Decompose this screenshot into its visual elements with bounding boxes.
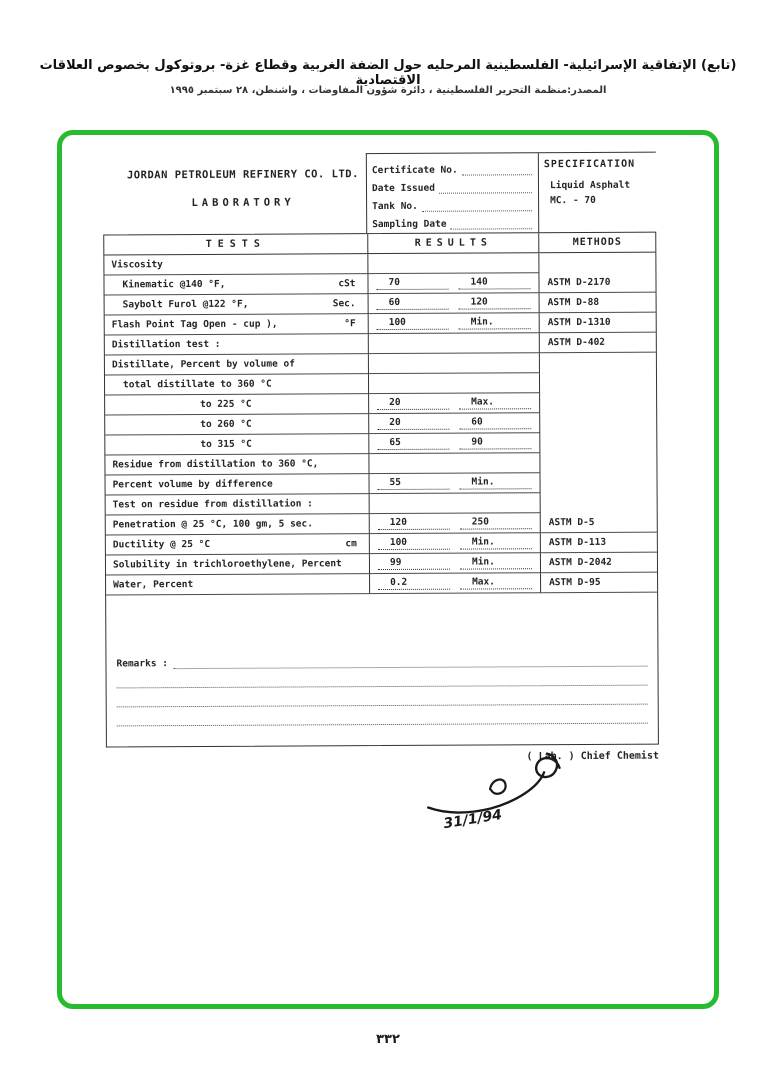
result-max: 60 [459, 416, 531, 429]
tank-no-label: Tank No. [372, 200, 418, 213]
test-label: Residue from distillation to 360 °C, [112, 458, 319, 471]
test-label: to 225 °C [200, 398, 252, 410]
result-max: Max. [460, 576, 532, 589]
test-unit: Sec. [332, 298, 356, 310]
specification-title: SPECIFICATION [543, 158, 636, 171]
result-min: 70 [376, 277, 448, 290]
method-cell: ASTM D-5 [541, 513, 657, 534]
method-cell [540, 433, 656, 454]
method-cell: ASTM D-88 [540, 293, 656, 314]
result-min: 55 [378, 477, 450, 490]
method-cell [540, 353, 656, 374]
method-cell [540, 453, 656, 474]
method-cell: ASTM D-2170 [539, 273, 655, 294]
methods-column-header: METHODS [572, 236, 622, 249]
method-cell [541, 493, 657, 514]
company-header [125, 168, 361, 209]
remarks-blank-line [174, 654, 648, 669]
method-cell: ASTM D-95 [541, 573, 657, 594]
remarks-blank-line [117, 705, 648, 727]
result-max: Min. [460, 556, 532, 569]
test-label: Saybolt Furol @122 °F, [122, 298, 249, 311]
result-min: 99 [378, 557, 450, 570]
test-label: Test on residue from distillation : [112, 498, 313, 511]
tank-no-field [372, 193, 532, 212]
test-unit: cSt [338, 278, 356, 290]
result-max: 250 [460, 516, 532, 529]
method-cell: ASTM D-1310 [540, 313, 656, 334]
lab-certificate-form [55, 128, 722, 1010]
specification-box [539, 153, 656, 233]
scanned-form [57, 130, 719, 1009]
tests-column-header: TESTS [205, 238, 266, 250]
method-cell [539, 253, 655, 274]
document-source-arabic: المصدر:منظمة التحرير الفلسطينية ، دائرة شؤون المفاوضات ، واشنطن، ٢٨ سبتمبر ١٩٩٥ [169, 85, 607, 96]
remarks-label: Remarks : [116, 658, 169, 670]
result-min: 60 [377, 297, 449, 310]
result-max: 120 [459, 296, 531, 309]
table-row [106, 573, 657, 596]
test-label: Flash Point Tag Open - cup ), [111, 318, 278, 331]
date-issued-label: Date Issued [371, 182, 435, 195]
test-label: Distillation test : [111, 338, 221, 351]
page-number: ٣٣٢ [376, 1032, 400, 1047]
test-label: to 315 °C [200, 438, 252, 450]
sampling-date-blank [451, 217, 533, 229]
certificate-fields-box [367, 153, 539, 233]
test-label: Ductility @ 25 °C [112, 538, 211, 551]
specification-grade: MC. - 70 [550, 194, 596, 207]
certificate-no-field [372, 157, 532, 176]
signature-date: 31/1/94 [442, 806, 504, 833]
result-min: 100 [377, 317, 449, 330]
tank-no-blank [422, 199, 532, 212]
test-label: Distillate, Percent by volume of [111, 358, 295, 371]
test-label: Kinematic @140 °F, [122, 278, 226, 291]
tests-table [103, 232, 659, 748]
test-unit: °F [344, 318, 356, 330]
result-max: 140 [458, 276, 530, 289]
method-cell [540, 473, 656, 494]
test-label: Percent volume by difference [112, 478, 273, 491]
result-min: 20 [377, 417, 449, 430]
date-issued-field [372, 175, 532, 194]
result-min: 0.2 [378, 577, 450, 590]
date-issued-blank [439, 181, 532, 193]
result-max: Min. [460, 476, 532, 489]
chief-chemist-label: ( Lab. ) Chief Chemist [526, 750, 660, 763]
test-label: Penetration @ 25 °C, 100 gm, 5 sec. [112, 518, 313, 531]
result-max: 90 [459, 436, 531, 449]
method-cell: ASTM D-113 [541, 533, 657, 554]
sampling-date-label: Sampling Date [372, 218, 447, 231]
test-label: total distillate to 360 °C [123, 378, 272, 391]
certificate-head [366, 152, 656, 234]
test-label: to 260 °C [200, 418, 252, 430]
specification-product: Liquid Asphalt [549, 179, 631, 192]
result-max: Max. [459, 396, 531, 409]
test-label: Solubility in trichloroethylene, Percent [112, 558, 342, 571]
test-label: Water, Percent [113, 579, 194, 591]
remarks-section [106, 593, 658, 747]
result-max: Min. [460, 536, 532, 549]
sampling-date-field [372, 211, 532, 230]
company-name: JORDAN PETROLEUM REFINERY CO. LTD. [126, 168, 359, 182]
result-min: 120 [378, 517, 450, 530]
test-label: Viscosity [111, 259, 163, 271]
document-title-arabic: (تابع) الإتفاقية الإسرائيلية- الفلسطينية المرحليه حول الضفة الغربية وقطاع غزة- بروتوكول بخصوص العلاقات الاقتصادية [39, 58, 737, 88]
laboratory-label: LABORATORY [191, 196, 295, 210]
method-cell [540, 393, 656, 414]
result-min: 20 [377, 397, 449, 410]
method-cell: ASTM D-402 [540, 333, 656, 354]
result-max: Min. [459, 316, 531, 329]
result-min: 100 [378, 537, 450, 550]
method-cell [540, 373, 656, 394]
method-cell: ASTM D-2042 [541, 553, 657, 574]
result-min: 65 [377, 437, 449, 450]
certificate-no-blank [462, 163, 532, 175]
results-column-header: RESULTS [367, 233, 539, 253]
method-cell [540, 413, 656, 434]
test-unit: cm [345, 538, 357, 550]
certificate-no-label: Certificate No. [371, 164, 458, 177]
